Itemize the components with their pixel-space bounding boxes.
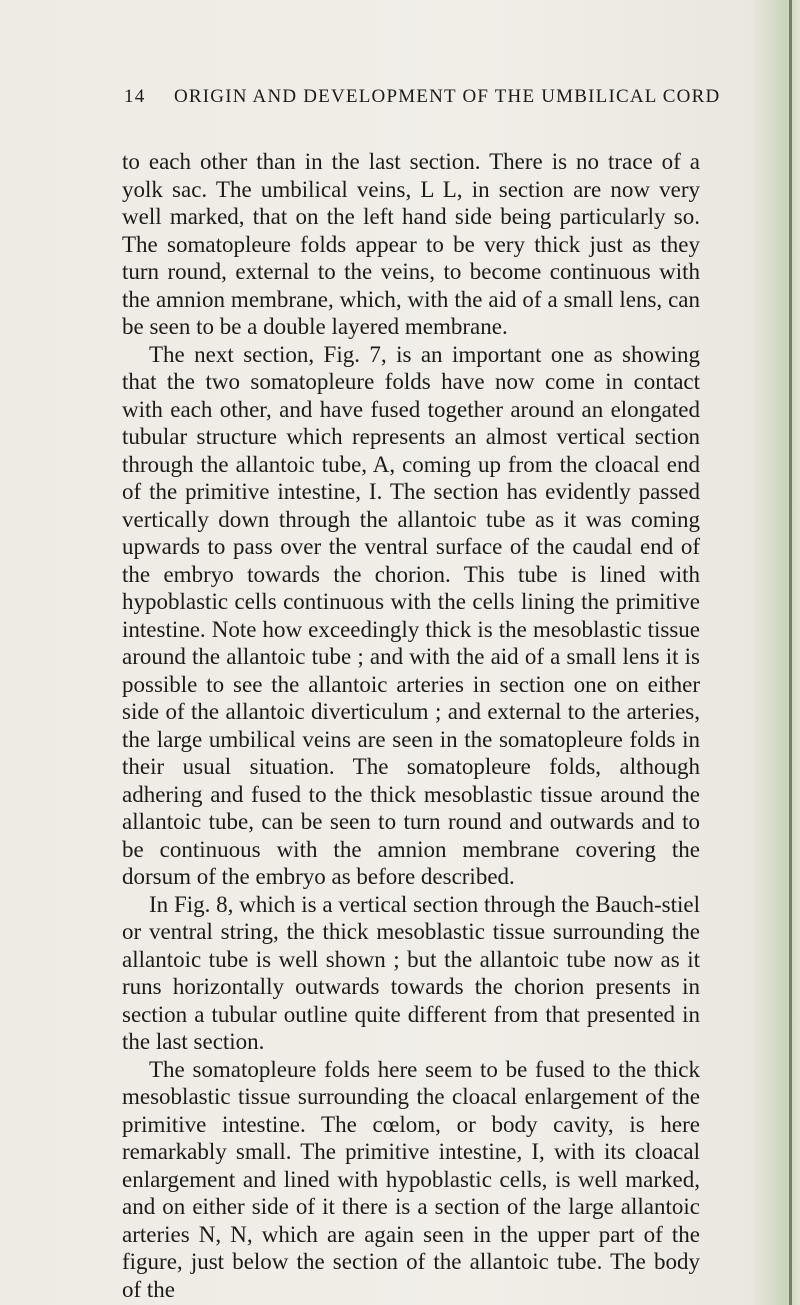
paragraph: In Fig. 8, which is a vertical section through the Bauch-stiel or ventral string, the thick mesoblastic tissue surrounding the allantoic tube is well shown ; but the allantoic tube now as it runs horizontally outwards towards the chorion presents in section a tubular outline quite different from that presented in the last section.: [122, 891, 700, 1054]
page-edge-line: [789, 0, 792, 1305]
running-head: ORIGIN AND DEVELOPMENT OF THE UMBILICAL CORD: [173, 86, 721, 107]
page-edge: [754, 0, 800, 1305]
body-text: [122, 148, 700, 1303]
paragraph: The next section, Fig. 7, is an important one as showing that the two somatopleure folds have now come in contact with each other, and have fused together around an elongated tubular structure which represents an almost vertical section through the allantoic tube, A, coming up from the cloacal end of the primitive intestine, I. The section has evidently passed vertically down through the allantoic tube as it was coming upwards to pass over the ventral surface of the caudal end of the embryo towards the chorion. This tube is lined with hypoblastic cells continuous with the cells lining the primitive intestine. Note how exceedingly thick is the mesoblastic tissue around the allantoic tube ; and with the aid of a small lens it is possible to see the allantoic arteries in section one on either side of the allantoic diverticulum ; and external to the arteries, the large umbilical veins are seen in the somatopleure folds in their usual situation. The somatopleure folds, although adhering and fused to the thick mesoblastic tissue around the allantoic tube, can be seen to turn round and outwards and to be continuous with the amnion membrane covering the dorsum of the embryo as before described.: [122, 341, 700, 889]
paragraph: The somatopleure folds here seem to be fused to the thick mesoblastic tissue surrounding the cloacal enlargement of the primitive intestine. The cœlom, or body cavity, is here remarkably small. The primitive intestine, I, with its cloacal enlargement and lined with hypoblastic cells, is well marked, and on either side of it there is a section of the large allantoic arteries N, N, which are again seen in the upper part of the figure, just below the section of the allantoic tube. The body of the: [122, 1056, 700, 1302]
page-header: [124, 86, 721, 108]
page-number: 14: [124, 86, 146, 107]
paragraph: to each other than in the last section. There is no trace of a yolk sac. The umbilical veins, L L, in section are now very well marked, that on the left hand side being particularly so. The somatopleure folds appear to be very thick just as they turn round, external to the veins, to become continuous with the amnion membrane, which, with the aid of a small lens, can be seen to be a double layered membrane.: [122, 149, 700, 339]
